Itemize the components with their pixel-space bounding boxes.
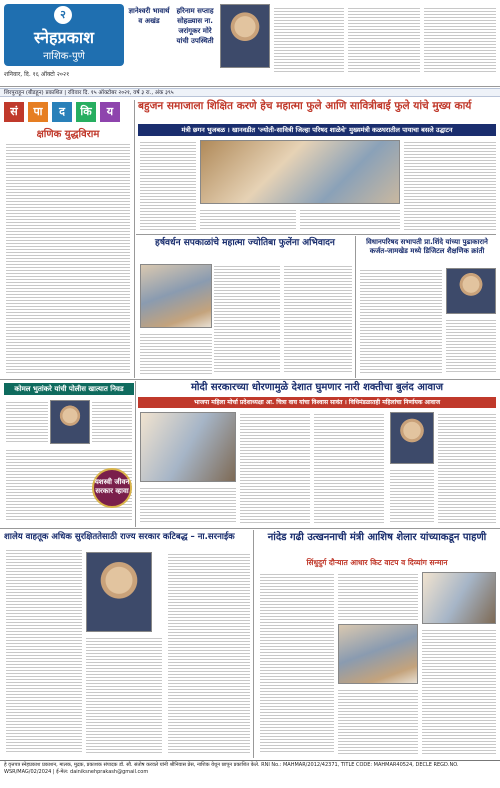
masthead-column-1: [274, 6, 344, 72]
masthead: [0, 0, 500, 87]
lead-headline: बहुजन समाजाला शिक्षित करणे हेच महात्मा फुले आणि सावित्रीबाई फुले यांचे मुख्य कार्य: [138, 100, 472, 112]
council-headline: विधानपरिषद सभापती प्रा.शिंदे यांच्या पुढाकाराने कर्जत-जामखेड मध्ये डिजिटल शैक्षणिक क्रांती: [366, 238, 488, 255]
column-divider: [253, 530, 254, 758]
modi-text: [240, 412, 310, 524]
jyotiba-text: [214, 264, 280, 374]
column-divider: [355, 236, 356, 378]
lead-story-text: [404, 140, 496, 230]
masthead-photo: [220, 4, 270, 68]
jyotiba-photo: [140, 264, 212, 328]
newspaper-name: स्नेहप्रकाश: [34, 28, 94, 47]
imprint-footer: हे वृत्तपत्र स्नेहप्रकाश प्रकाशन, मालक, मुद्रक, प्रकाशक संपादक डॉ. सौ. संतोष करवले यांनी श्रीनिवास प्रेस, नाशिक येथून छापून प्रकाशित केले. RNI No.: MAHMAR/2012/42371, TITLE CODE: MAHMAR40524, DECLE REGD.NO. WSR/MAG/02/2024 | ई-मेल: dainiksnehprakash@gmail.com: [0, 760, 500, 788]
modi-portrait: [390, 412, 434, 464]
section-label-letter: कि: [76, 102, 96, 122]
section-label-letter: द: [52, 102, 72, 122]
jyotiba-headline: हर्षवर्धन सपकाळांचे महात्मा ज्योतिबा फुलेंना अभिवादन: [155, 238, 335, 248]
masthead-column-2: [348, 6, 420, 72]
newspaper-logo: [4, 4, 124, 66]
section-label-letter: पा: [28, 102, 48, 122]
section-divider: [136, 234, 496, 235]
modi-headline: मोदी सरकारच्या धोरणामुळे देशात घुमणार नारी शक्तीचा बुलंद आवाज: [190, 382, 444, 393]
nanded-photo: [338, 624, 418, 684]
police-text: [6, 400, 48, 444]
editorial-text: [6, 142, 130, 374]
council-text: [360, 268, 442, 374]
section-divider: [0, 528, 500, 529]
nanded-text: [338, 572, 418, 620]
jyotiba-text: [284, 264, 352, 374]
lead-story-text: [200, 208, 296, 230]
masthead-teaser-1: ज्ञानेश्वरी भावार्थ व अखंड: [128, 7, 170, 25]
editorial-title: क्षणिक युद्धविराम: [36, 129, 100, 140]
lead-subhead: मंत्री छगन भुजबळ । खानवडीत 'ज्योती-सावित्री जिल्हा परिषद शाळेचे' मुख्यमंत्री कळघरातील पायाचा बसले उद्घाटन: [138, 124, 496, 136]
police-headline: कोमल भुतांकरे यांची पोलीस खात्यात निवड: [4, 383, 134, 395]
council-portrait: [446, 268, 496, 314]
issue-number: २: [54, 6, 72, 24]
lead-story-text: [300, 208, 400, 230]
modi-text: [314, 412, 384, 524]
police-photo: [50, 400, 90, 444]
sindhudurg-subhead: सिंधुदुर्ग दौऱ्यात आधार किट वाटप व दिव्यांग सन्मान: [306, 558, 448, 567]
column-divider: [135, 381, 136, 527]
masthead-date: शनिवार, दि. १६ ऑक्टो २०२१: [4, 71, 70, 78]
jyotiba-text: [140, 332, 212, 374]
section-label-letter: सं: [4, 102, 24, 122]
lead-story-text: [140, 140, 196, 230]
newspaper-edition: नाशिक-पुणे: [43, 51, 85, 62]
school-text: [86, 636, 162, 754]
lead-story-photo: [200, 140, 400, 204]
modi-text: [390, 468, 434, 524]
school-text: [168, 552, 250, 754]
column-divider: [134, 100, 135, 378]
nanded-headline: नांदेड गढी उत्खननाची मंत्री आशिष शेलार यांच्याकडून पाहणी: [267, 532, 487, 543]
ad-circle: यशस्वी जीवन सरकार व्हावा: [92, 468, 132, 508]
school-photo: [86, 552, 152, 632]
section-label: [4, 100, 132, 122]
police-text: [92, 400, 132, 444]
school-text: [6, 548, 82, 754]
council-text: [446, 318, 496, 374]
modi-text: [438, 412, 496, 524]
nanded-text: [422, 628, 496, 754]
nanded-text: [260, 572, 334, 754]
section-label-letter: य: [100, 102, 120, 122]
section-divider: [0, 379, 500, 380]
registration-line: शिरपुराहून (बीडहून) प्रकाशित | रविवार दि. १५ ऑक्टोबर २०२१, वर्ष ३ रा., अंक ३९५: [0, 88, 500, 97]
modi-subhead: भाजपा महिला मोर्चा प्रदेशाध्यक्षा आ. चित्रा वाघ यांचा विश्वास सावंत । विधिमंडळातही महिलांचा निर्णायक आवाज: [138, 397, 496, 408]
nanded-photo: [422, 572, 496, 624]
nanded-text: [338, 688, 418, 754]
school-headline: शालेय वाहतूक अधिक सुरक्षिततेसाठी राज्य सरकार कटिबद्ध – ना.सरनाईक: [4, 532, 235, 542]
modi-photo: [140, 412, 236, 482]
masthead-column-3: [424, 6, 496, 72]
modi-text: [140, 486, 236, 524]
masthead-teaser-2: हरिनाम सप्ताह सोहळ्यास ना. जरांगूकर मोरे यांची उपस्थिती: [176, 7, 214, 45]
